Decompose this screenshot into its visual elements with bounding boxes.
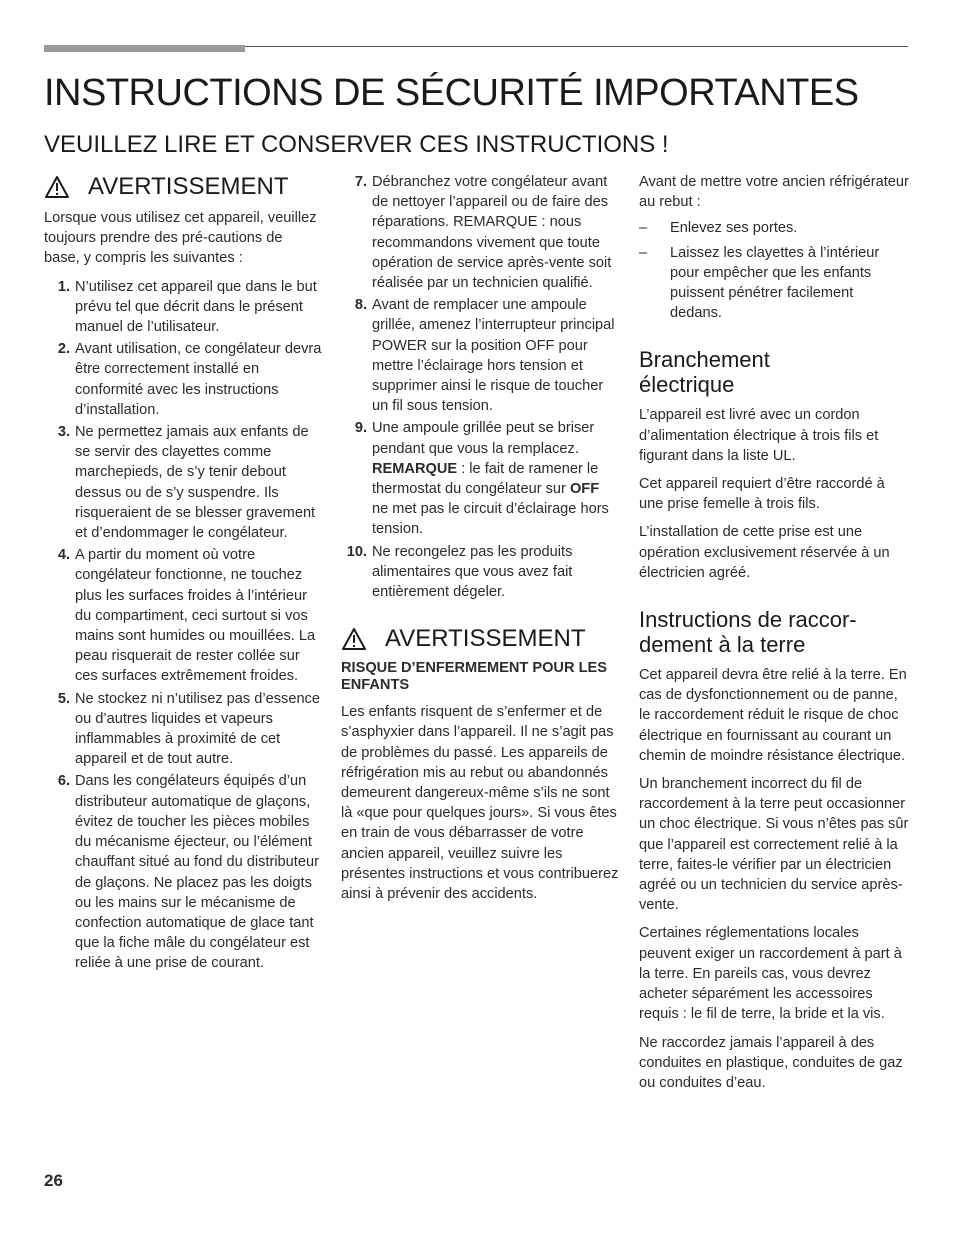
item-number: 7.	[354, 174, 367, 190]
item-text	[372, 420, 609, 537]
off-label: OFF	[569, 481, 600, 498]
item-number: 9.	[354, 420, 367, 437]
dash-bullet: –	[639, 220, 648, 237]
item-number: 2.	[57, 341, 70, 358]
item-number: 1.	[57, 278, 70, 295]
page-number: 26	[44, 1171, 63, 1190]
item-text: Ne stockez ni n’utilisez pas d’essence ou d’autres liquides et vapeurs inflammables à proximité de cet appareil et de tout autre.	[75, 690, 320, 768]
item-text: Dans les congélateurs équipés d’un distributeur automatique de glaçons, évitez de toucher les pièces mobiles du mécanisme éjecteur, ou l’élément chauffant situé au fond du distributeur de glaçons. Ne placez pas les doigts ou les mains sur le mécanisme de confection automatique de glace tant que la fiche mâle du congélateur est reliée à une prise de courant.	[75, 773, 319, 972]
section-heading-electrical: Branchement électrique	[639, 347, 770, 398]
paragraph: L’appareil est livré avec un cordon d’alimentation électrique à trois fils et figurant dans la liste UL.	[639, 407, 879, 464]
list-item	[341, 418, 619, 539]
column-1	[44, 172, 322, 976]
paragraph: Cet appareil requiert d’être raccordé à une prise femelle à trois fils.	[639, 476, 885, 513]
page-subtitle: VEUILLEZ LIRE ET CONSERVER CES INSTRUCTIONS !	[44, 131, 669, 158]
warning-heading-text: AVERTISSEMENT	[385, 625, 586, 653]
list-item	[44, 771, 322, 973]
item-text: Laissez les clayettes à l’intérieur pour empêcher que les enfants puissent pénétrer facilement dedans.	[670, 244, 880, 322]
column-3	[639, 172, 909, 1101]
item-number: 5.	[57, 690, 70, 707]
list-item	[44, 277, 322, 338]
section-heading-grounding: Instructions de raccor-dement à la terre	[639, 607, 857, 658]
remark-label: REMARQUE	[372, 460, 458, 477]
safety-list-2	[341, 172, 619, 602]
item-number: 3.	[57, 424, 70, 441]
warning-heading	[44, 172, 322, 202]
list-item	[341, 542, 619, 603]
warning-heading-2	[341, 624, 619, 654]
paragraph: Cet appareil devra être relié à la terre. En cas de dysfonctionnement ou de panne, le raccordement réduit le risque de choc électrique en fournissant au courant un chemin de moindre résistance électrique.	[639, 667, 907, 764]
warning-heading-text: AVERTISSEMENT	[88, 173, 289, 200]
list-item	[44, 545, 322, 686]
list-item	[639, 218, 909, 238]
item-text: Ne recongelez pas les produits alimentaires que vous avez fait entièrement dégeler.	[372, 543, 573, 601]
list-item	[44, 339, 322, 420]
header-accent-bar	[44, 45, 245, 52]
item-text: Ne permettez jamais aux enfants de se servir des clayettes comme marchepieds, de s’y tenir debout dessus ou de s’y suspendre. Ils risqueraient de se blesser gravement et d’endommager le congélateur.	[75, 424, 316, 542]
dash-bullet: –	[639, 244, 648, 261]
page-title: INSTRUCTIONS DE SÉCURITÉ IMPORTANTES	[44, 72, 859, 114]
list-item	[44, 689, 322, 770]
item-text: Débranchez votre congélateur avant de nettoyer l’appareil ou de faire des réparations. REMARQUE : nous recommandons vivement que toute opération de service après-vente soit réalisée par un technicien qualifié.	[372, 174, 612, 292]
paragraph: L’installation de cette prise est une opération exclusivement réservée à un électricien agréé.	[639, 524, 890, 581]
column-2	[341, 172, 619, 912]
risk-text: Les enfants risquent de s’enfermer et de s’asphyxier dans l’appareil. Il ne s’agit pas de problèmes du passé. Les appareils de réfrigération mis au rebut ou abandonnés demeurent dangereux-même s’ils ne sont là «que pour quelques jours». Si vous êtes en train de vous débarrasser de votre ancien appareil, veuillez suivre les présentes instructions et vous contribuerez ainsi à prévenir des accidents.	[341, 704, 619, 903]
risk-title: RISQUE D’ENFERMEMENT POUR LES ENFANTS	[341, 660, 607, 694]
list-item	[341, 295, 619, 416]
item-text-part: : le fait de ramener le thermostat du congélateur sur	[372, 460, 599, 498]
item-number: 6.	[57, 773, 70, 790]
item-number: 10.	[346, 543, 367, 560]
item-number: 4.	[57, 547, 70, 564]
warning-triangle-icon	[44, 175, 72, 199]
safety-list-1	[44, 277, 322, 974]
item-text: A partir du moment où votre congélateur fonctionne, ne touchez plus les surfaces froides à l’intérieur du compartiment, ceci surtout si vos mains sont humides ou mouillées. La peau risquerait de rester collée sur ces surfaces extrêmement froides.	[75, 547, 316, 685]
list-item	[639, 243, 909, 324]
disposal-list	[639, 218, 909, 323]
list-item	[44, 422, 322, 543]
warning-triangle-icon	[341, 627, 369, 651]
item-text: N’utilisez cet appareil que dans le but prévu tel que décrit dans le présent manuel de l’utilisateur.	[75, 278, 317, 336]
paragraph: Un branchement incorrect du fil de raccordement à la terre peut occasionner un choc électrique. Si vous n’êtes pas sûr que l’appareil est correctement relié à la terre, faites-le vérifier par un électricien agréé ou un technicien du service après-vente.	[639, 776, 909, 914]
paragraph: Certaines réglementations locales peuvent exiger un raccordement à part à la terre. En pareils cas, vous devrez acheter séparément les accessoires requis : le fil de terre, la bride et la vis.	[639, 925, 902, 1023]
item-text-part: Une ampoule grillée peut se briser pendant que vous la remplacez.	[372, 420, 595, 457]
item-text: Enlevez ses portes.	[670, 220, 798, 237]
item-text: Avant utilisation, ce congélateur devra être correctement installé en conformité avec les instructions d’installation.	[75, 341, 322, 418]
paragraph: Ne raccordez jamais l’appareil à des conduites en plastique, conduites de gaz ou conduites d’eau.	[639, 1034, 903, 1091]
item-number: 8.	[354, 297, 367, 314]
list-item	[341, 172, 619, 293]
item-text: Avant de remplacer une ampoule grillée, amenez l’interrupteur principal POWER sur la position OFF pour mettre l’éclairage hors tension et supprimer ainsi le risque de toucher un fil sous tension.	[372, 297, 615, 415]
item-text-part: ne met pas le circuit d’éclairage hors tension.	[372, 501, 609, 538]
warning-intro: Lorsque vous utilisez cet appareil, veuillez toujours prendre des pré-cautions de base, y compris les suivantes :	[44, 210, 317, 267]
disposal-intro: Avant de mettre votre ancien réfrigérateur au rebut :	[639, 174, 909, 211]
